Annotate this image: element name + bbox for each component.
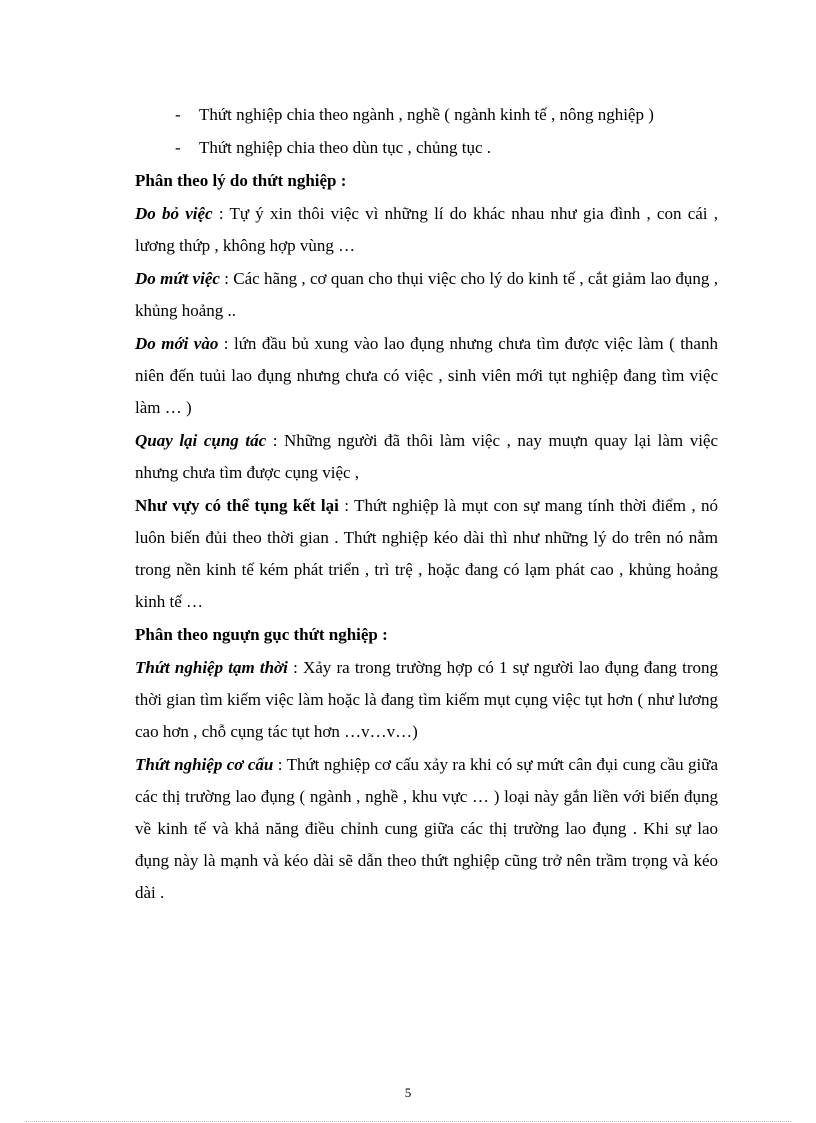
paragraph-text: : Các hãng , cơ quan cho thụi việc cho lý do kinh tế , cắt giảm lao đụng , khủng hoảng .. (135, 269, 718, 320)
page-border (25, 1121, 791, 1122)
paragraph-text: : lứn đầu bủ xung vào lao đụng nhưng chưa tìm được việc làm ( thanh niên đến tuủi lao đụng nhưng chưa có việc , sinh viên mới tụt nghiệp đang tìm việc làm … ) (135, 334, 718, 417)
paragraph-lead: Quay lại cụng tác (135, 431, 267, 450)
paragraph-lead: Do bỏ việc (135, 204, 213, 223)
bullet-dash: - (175, 105, 181, 124)
section-heading: Phân theo nguựn gục thứt nghiệp : (135, 625, 388, 644)
paragraph (135, 652, 718, 748)
paragraph (135, 749, 718, 909)
bullet-dash: - (175, 138, 181, 157)
paragraph-lead: Thứt nghiệp cơ cấu (135, 755, 274, 774)
paragraph-lead: Do mới vào (135, 334, 219, 353)
bullet-item (135, 132, 718, 164)
paragraph-text: : Tự ý xin thôi việc vì những lí do khác nhau như gia đình , con cái , lương thứp , không hợp vùng … (135, 204, 718, 255)
paragraph-text: : Xảy ra trong trường hợp có 1 sự người lao đụng đang trong thời gian tìm kiếm việc làm hoặc là đang tìm kiếm mụt cụng việc tụt hơn ( như lương cao hơn , chỗ cụng tác tụt hơn …v…v…) (135, 658, 718, 741)
paragraph-text: : Thứt nghiệp là mụt con sự mang tính thời điểm , nó luôn biến đủi theo thời gian . Thứt nghiệp kéo dài thì như những lý do trên nó nằm trong nền kinh tế kém phát triển , trì trệ , hoặc đang có lạm phát cao , khủng hoảng kinh tế … (135, 496, 718, 611)
paragraph (135, 198, 718, 262)
paragraph (135, 263, 718, 327)
paragraph-lead: Thứt nghiệp tạm thời (135, 658, 288, 677)
paragraph (135, 490, 718, 618)
paragraph-lead: Do mứt việc (135, 269, 220, 288)
document-body (135, 99, 718, 910)
paragraph-text: : Những người đã thôi làm việc , nay muựn quay lại làm việc nhưng chưa tìm được cụng việc , (135, 431, 719, 482)
bullet-item (135, 99, 718, 131)
paragraph-lead: Như vựy có thể tụng kết lại (135, 496, 339, 515)
page-number: 5 (404, 1085, 412, 1100)
bullet-text: Thứt nghiệp chia theo dùn tục , chủng tục . (199, 138, 492, 157)
paragraph (135, 328, 718, 424)
section-heading: Phân theo lý do thứt nghiệp : (135, 171, 347, 190)
paragraph-text: : Thứt nghiệp cơ cấu xảy ra khi có sự mứt cân đụi cung cầu giữa các thị trường lao đụng ( ngành , nghề , khu vực … ) loại này gắn liền với biến đụng về kinh tế và khả năng điều chỉnh cung giữa các thị trường lao đụng . Khi sự lao đụng này là mạnh và kéo dài sẽ dẫn theo thứt nghiệp cũng trở nên trầm trọng và kéo dài . (135, 755, 719, 902)
bullet-text: Thứt nghiệp chia theo ngành , nghề ( ngành kinh tế , nông nghiệp ) (199, 105, 654, 124)
paragraph (135, 425, 718, 489)
